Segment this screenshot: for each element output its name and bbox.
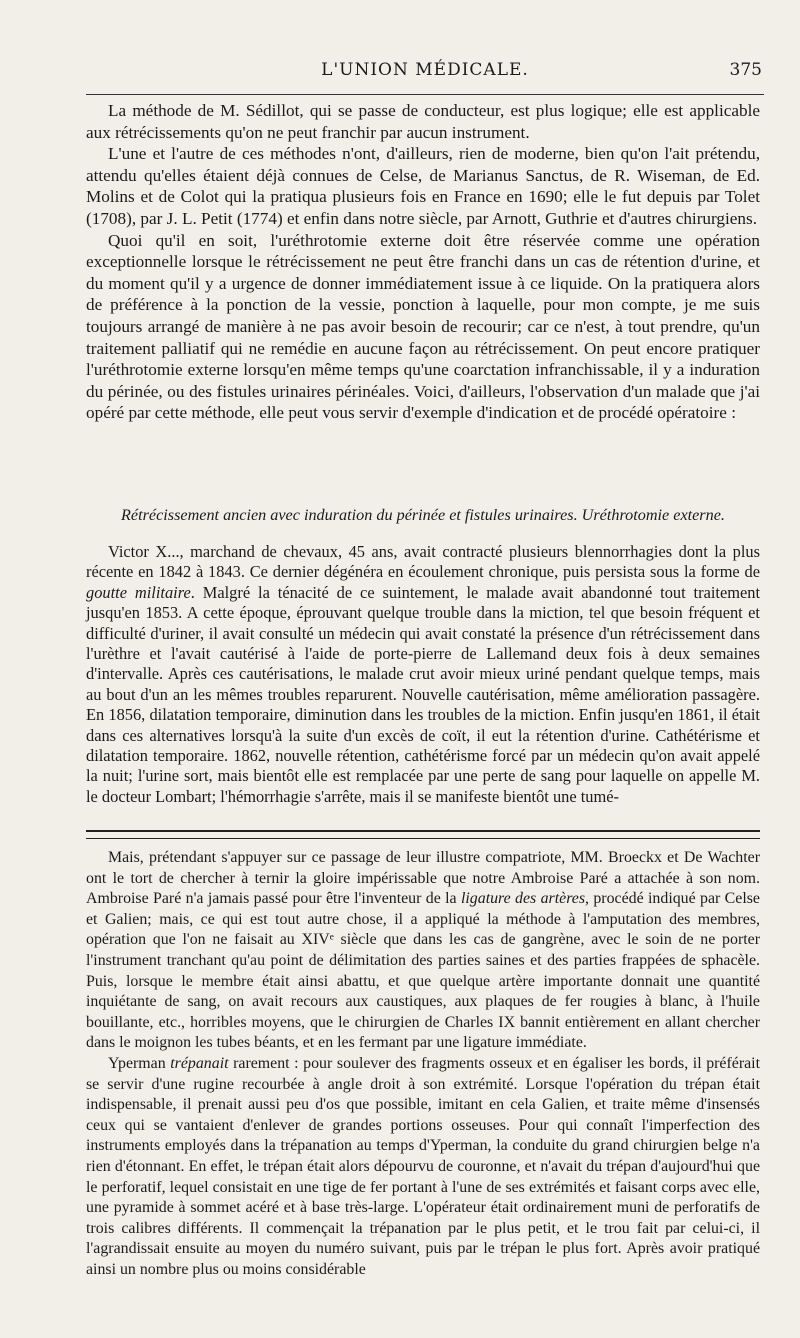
emphasis: trépanait bbox=[170, 1054, 229, 1072]
text-run: Yperman bbox=[108, 1054, 171, 1072]
header-rule bbox=[86, 94, 764, 95]
paragraph: L'une et l'autre de ces méthodes n'ont, d'ailleurs, rien de moderne, bien qu'on l'ait prétendu, attendu qu'elles étaient déjà connues de Celse, de Marianus Sanctus, de R. Wiseman, de Ed. Molins et de Colot qui la pratiqua plusieurs fois en France en 1690; elle le fut depuis par Tolet (1708), par J. L. Petit (1774) et enfin dans notre siècle, par Arnott, Guthrie et d'autres chirurgiens. bbox=[86, 144, 760, 228]
paragraph bbox=[86, 1054, 760, 1281]
feuilleton bbox=[86, 848, 760, 1280]
text-run: . Malgré la ténacité de ce suintement, le malade avait abandonné tout traitement jusqu'en 1853. A cette époque, éprouvant quelque trouble dans la miction, tel que besoin fréquent et difficulté d'uriner, il avait consulté un médecin qui avait constaté la présence d'un rétrécissement dans l'urèthre et l'avait cautérisé à l'aide de porte-pierre de Lallemand deux fois à deux semaines d'intervalle. Après ces cautérisations, le malade crut avoir mieux uriné pendant quelque temps, mais au bout d'un an les mêmes troubles reparurent. Nouvelle cautérisation, même amélioration passagère. En 1856, dilatation temporaire, diminution dans les troubles de la miction. Enfin jusqu'en 1861, il était dans ces alternatives lorsqu'à la suite d'un excès de coït, il eut la rétention d'urine. Cathétérisme et dilatation temporaire. 1862, nouvelle rétention, cathétérisme forcé par un médecin qu'on avait appelé la nuit; l'urine sort, mais bientôt elle est remplacée par une perte de sang pour laquelle on appelle M. le docteur Lombart; l'hémorrhagie s'arrête, mais il se manifeste bientôt une tumé- bbox=[86, 582, 761, 806]
feuilleton-divider bbox=[86, 830, 760, 839]
paragraph: Quoi qu'il en soit, l'uréthrotomie externe doit être réservée comme une opération exceptionnelle lorsque le rétrécissement ne peut être franchi dans un cas de rétention d'urine, et du moment qu'il y a urgence de donner immédiatement issue à ce liquide. On la pratiquera alors de préférence à la ponction de la vessie, ponction à laquelle, pour mon compte, je me suis toujours arrangé de manière à ne pas avoir besoin de recourir; car ce n'est, à tout prendre, qu'un traitement palliatif qui ne remédie en aucune façon au rétrécissement. On peut encore pratiquer l'uréthrotomie externe lorsqu'en même temps qu'une coarctation infranchissable, il y a induration du périnée, ou des fistules urinaires périnéales. Voici, d'ailleurs, l'observation d'un malade que j'ai opéré par cette méthode, elle peut vous servir d'exemple d'indication et de procédé opératoire : bbox=[86, 230, 760, 423]
main-body bbox=[86, 100, 760, 424]
text-run: rarement : pour soulever des fragments osseux et en égaliser les bords, il préférait se servir d'une rugine recourbée à angle droit à son extrémité. Lorsque l'opération du trépan était indispensable, il prenait aussi peu d'os que possible, imitant en cela Galien, et traite même d'insensés ceux qui se vantaient d'enlever de grandes portions osseuses. Pour qui connaît l'imperfection des instruments employés dans la trépanation au temps d'Yperman, la conduite du grand chirurgien belge n'a rien d'étonnant. En effet, le trépan était alors dépourvu de couronne, et n'avait du trépan d'aujourd'hui que le perforatif, lequel consistait en une tige de fer portant à l'une de ses extrémités et faisant corps avec elle, une pyramide à sommet acéré et à base très-large. L'opérateur était ordinairement muni de perforatifs de trois calibres différents. Il commençait la trépanation par le plus petit, et le trou fait par celui-ci, il l'agrandissait ensuite au moyen du numéro suivant, puis par le trépan le plus fort. Après avoir pratiqué ainsi un nombre plus ou moins considérable bbox=[86, 1054, 761, 1278]
case-observation bbox=[86, 542, 760, 807]
paragraph bbox=[86, 542, 760, 807]
emphasis: goutte militaire bbox=[86, 582, 191, 602]
text-run: , procédé indiqué par Celse et Galien; mais, ce qui est tout autre chose, il a appliqué la méthode à l'amputation des membres, opération que l'on ne faisait au XIVᵉ siècle que dans les cas de gangrène, avec le soin de ne porter l'instrument tranchant qu'au point de délimitation des parties saines et des parties frappées de sphacèle. Puis, lorsque le membre était ainsi abattu, et que quelque artère importante donnait une quantité inquiétante de sang, on avait recours aux caustiques, aux plaques de fer rougies à blanc, à l'huile bouillante, etc., horribles moyens, que le chirurgien de Charles IX bannit entièrement en allant chercher dans le moignon les tubes béants, et en les fermant par une ligature immédiate. bbox=[86, 890, 760, 1052]
text-run: Mais, prétendant s'appuyer sur ce passage de leur illustre compatriote, MM. Broeckx et De Wachter ont le tort de chercher à ternir la gloire impérissable que notre Ambroise Paré a attachée à son nom. Ambroise Paré n'a jamais passé pour être l'inventeur de la bbox=[86, 849, 760, 908]
page-number: 375 bbox=[729, 60, 762, 80]
emphasis: ligature des artères bbox=[460, 890, 586, 908]
running-title: L'UNION MÉDICALE. bbox=[321, 60, 529, 80]
paragraph bbox=[86, 848, 760, 1054]
case-title: Rétrécissement ancien avec induration du périnée et fistules urinaires. Uréthrotomie externe. bbox=[121, 506, 725, 524]
text-run: Victor X..., marchand de chevaux, 45 ans, avait contracté plusieurs blennorrhagies dont la plus récente en 1842 à 1843. Ce dernier dégénéra en écoulement chronique, puis persista sous la forme de bbox=[86, 542, 760, 582]
paragraph: La méthode de M. Sédillot, qui se passe de conducteur, est plus logique; elle est applicable aux rétrécissements qu'on ne peut franchir par aucun instrument. bbox=[86, 101, 760, 142]
page-header bbox=[86, 56, 764, 90]
